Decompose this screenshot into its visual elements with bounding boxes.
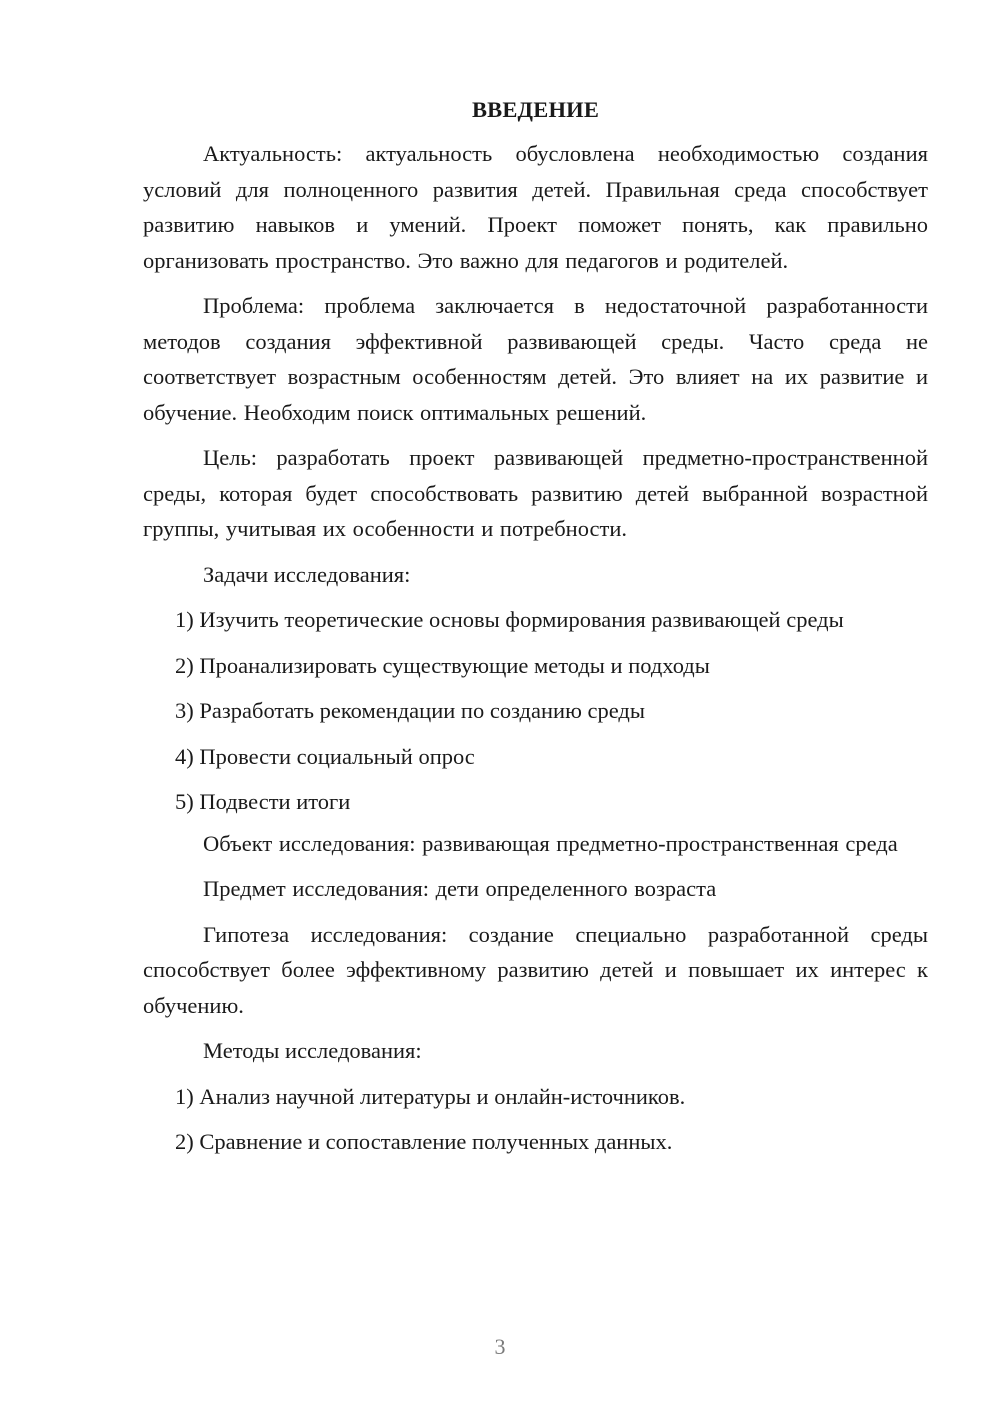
page-title: ВВЕДЕНИЕ — [471, 97, 600, 122]
list-item: 2) Проанализировать существующие методы и подходы — [175, 652, 710, 678]
list-item: 5) Подвести итоги — [175, 789, 351, 814]
actuality-paragraph: Актуальность: актуальность обусловлена необходимостью создания условий для полноценного развития детей. Правильная среда способствует развитию навыков и умений. Проект поможет понять, как правильно организовать пространство. Это важно для педагогов и родителей. — [143, 141, 928, 273]
tasks-label: Задачи исследования: — [203, 561, 411, 587]
goal-paragraph: Цель: разработать проект развивающей предметно-пространственной среды, которая будет способствовать развитию детей выбранной возрастной группы, учитывая их особенности и потребности. — [143, 445, 928, 541]
page-number: 3 — [494, 1334, 506, 1359]
list-item: 1) Анализ научной литературы и онлайн-источников. — [175, 1083, 686, 1109]
tasks-list — [143, 602, 928, 820]
page-content — [143, 92, 928, 1170]
subject-paragraph: Предмет исследования: дети определенного возраста — [203, 876, 717, 901]
problem-paragraph: Проблема: проблема заключается в недостаточной разработанности методов создания эффективной развивающей среды. Часто среда не соответствует возрастным особенностям детей. Это влияет на их развитие и обучение. Необходим поиск оптимальных решений. — [143, 293, 928, 425]
methods-label: Методы исследования: — [203, 1038, 422, 1063]
hypothesis-paragraph: Гипотеза исследования: создание специально разработанной среды способствует более эффективному развитию детей и повышает их интерес к обучению. — [143, 921, 928, 1018]
object-paragraph: Объект исследования: развивающая предметно-пространственная среда — [203, 830, 898, 856]
list-item: 4) Провести социальный опрос — [175, 743, 475, 769]
list-item: 1) Изучить теоретические основы формирования развивающей среды — [175, 607, 844, 632]
methods-list — [143, 1079, 928, 1160]
list-item: 2) Сравнение и сопоставление полученных данных. — [175, 1129, 673, 1154]
list-item: 3) Разработать рекомендации по созданию среды — [175, 698, 645, 723]
